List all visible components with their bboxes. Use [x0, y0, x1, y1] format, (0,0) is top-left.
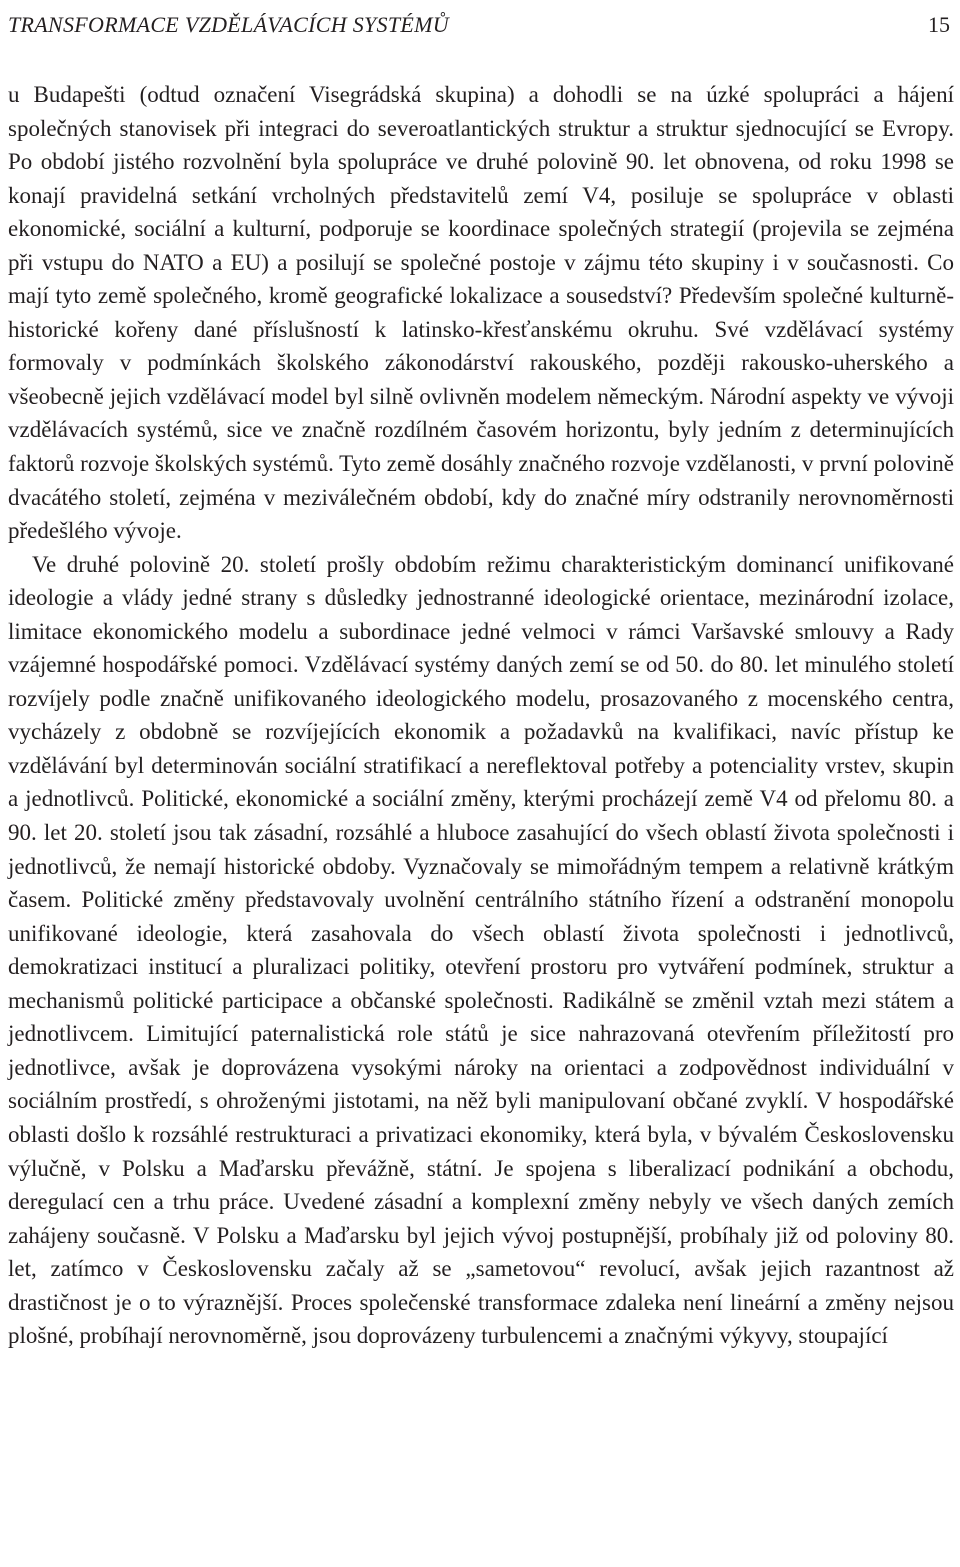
page-number: 15	[928, 12, 950, 37]
body-text	[8, 78, 954, 1353]
paragraph-1: u Budapešti (odtud označení Visegrádská skupina) a dohodli se na úzké spolupráci a hájení společných stanovisek při integraci do severoatlantických struktur a struktur sjednocující se Evropy. Po období jistého rozvolnění byla spolupráce ve druhé polovině 90. let obnovena, od roku 1998 se konají pravidelná setkání vrcholných představitelů zemí V4, posiluje se spolupráce v oblasti ekonomické, sociální a kulturní, podporuje se koordinace společných strategií (projevila se zejména při vstupu do NATO a EU) a posilují se společné postoje v zájmu této skupiny i v současnosti. Co mají tyto země společného, kromě geografické lokalizace a sousedství? Především společné kulturně-historické kořeny dané příslušností k latinsko-křesťanskému okruhu. Své vzdělávací systémy formovaly v podmínkách školského zákonodárství rakouského, později rakousko-uherského a všeobecně jejich vzdělávací model byl silně ovlivněn modelem německým. Národní aspekty ve vývoji vzdělávacích systémů, sice ve značně rozdílném časovém horizontu, byly jedním z determinujících faktorů rozvoje školských systémů. Tyto země dosáhly značného rozvoje vzdělanosti, v první polovině dvacátého století, zejména v meziválečném období, kdy do značné míry odstranily nerovnoměrnosti předešlého vývoje.	[8, 82, 954, 544]
running-head: TRANSFORMACE VZDĚLÁVACÍCH SYSTÉMŮ	[8, 12, 449, 37]
page-header	[8, 4, 954, 44]
paragraph-2: Ve druhé polovině 20. století prošly obdobím režimu charakteristickým dominancí unifikované ideologie a vlády jedné strany s důsledky jednostranné ideologické orientace, mezinárodní izolace, limitace ekonomického modelu a subordinace jedné velmoci v rámci Varšavské smlouvy a Rady vzájemné hospodářské pomoci. Vzdělávací systémy daných zemí se od 50. do 80. let minulého století rozvíjely podle značně unifikovaného ideologického modelu, prosazovaného z mocenského centra, vycházely z obdobně se rozvíjejících ekonomik a požadavků na kvalifikaci, navíc přístup ke vzdělávání byl determinován sociální stratifikací a nereflektoval potřeby a potenciality vrstev, skupin a jednotlivců. Politické, ekonomické a sociální změny, kterými procházejí země V4 od přelomu 80. a 90. let 20. století jsou tak zásadní, rozsáhlé a hluboce zasahující do všech oblastí života společnosti i jednotlivců, že nemají historické obdoby. Vyznačovaly se mimořádným tempem a relativně krátkým časem. Politické změny představovaly uvolnění centrálního státního řízení a odstranění monopolu unifikované ideologie, která zasahovala do všech oblastí života společnosti i jednotlivců, demokratizaci institucí a pluralizaci politiky, otevření prostoru pro vytváření podmínek, struktur a mechanismů politické participace a občanské společnosti. Radikálně se změnil vztah mezi státem a jednotlivcem. Limitující paternalistická role států je sice nahrazovaná otevřením příležitostí pro jednotlivce, avšak je doprovázena vysokými nároky na orientaci a zodpovědnost individuální v sociálním prostředí, s ohroženými jistotami, na něž byli manipulovaní občané zvyklí. V hospodářské oblasti došlo k rozsáhlé restrukturaci a privatizaci ekonomiky, která byla, v bývalém Československu výlučně, v Polsku a Maďarsku převážně, státní. Je spojena s liberalizací podnikání a obchodu, deregulací cen a trhu práce. Uvedené zásadní a komplexní změny nebyly ve všech daných zemích zahájeny současně. V Polsku a Maďarsku byl jejich vývoj postupnější, probíhaly již od poloviny 80. let, zatímco v Československu začaly až se „sametovou“ revolucí, avšak jejich razantnost až drastičnost je o to výraznější. Proces společenské transformace zdaleka není lineární a změny nejsou plošné, probíhají nerovnoměrně, jsou doprovázeny turbulencemi a značnými výkyvy, stoupající	[8, 551, 954, 1349]
